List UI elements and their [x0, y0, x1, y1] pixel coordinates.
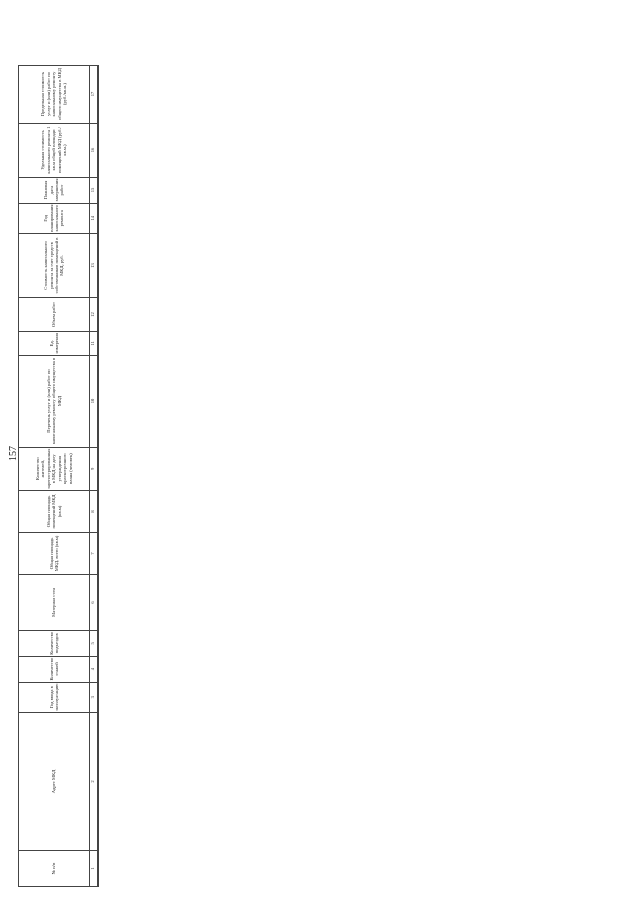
- column-number: 1: [90, 851, 98, 887]
- column-number: 16: [90, 123, 98, 177]
- column-number: 4: [90, 656, 98, 682]
- cell-works: [98, 355, 99, 447]
- cell-entrances: [98, 630, 99, 656]
- cell-area-rooms: [98, 490, 99, 532]
- cell-num: [98, 851, 99, 887]
- column-header: Адрес МКД: [19, 713, 90, 851]
- header-row: [19, 65, 90, 886]
- column-number: 12: [90, 298, 98, 332]
- column-header: Год планирования капитального ремонта: [19, 203, 90, 233]
- column-header: Объем работ: [19, 298, 90, 332]
- column-header: Плановая дата завершения работ: [19, 177, 90, 203]
- column-number: 5: [90, 630, 98, 656]
- cell-year: [98, 682, 99, 712]
- column-number: 17: [90, 65, 98, 123]
- column-header: Материал стен: [19, 574, 90, 630]
- column-number: 6: [90, 574, 98, 630]
- column-number: 15: [90, 177, 98, 203]
- cell-end-years: [98, 177, 99, 203]
- column-header: Количество этажей: [19, 656, 90, 682]
- cell-plan-years: [98, 203, 99, 233]
- cell-unit-cost: [98, 123, 99, 177]
- page-number: 157: [8, 446, 19, 461]
- building-row: [98, 65, 99, 886]
- column-header: Количество подъездов: [19, 630, 90, 656]
- column-header: Общая площадь МКД, всего (кв.м): [19, 532, 90, 574]
- column-numbers-row: [90, 65, 98, 886]
- repair-plan-table: [18, 65, 99, 887]
- column-header: Ед. измерения: [19, 332, 90, 356]
- column-number: 14: [90, 203, 98, 233]
- cell-walls: [98, 574, 99, 630]
- cell-volumes: [98, 298, 99, 332]
- column-number: 11: [90, 332, 98, 356]
- cell-address: [98, 713, 99, 851]
- cell-limits: [98, 65, 99, 123]
- column-number: 3: [90, 682, 98, 712]
- column-number: 7: [90, 532, 98, 574]
- column-header: Удельная стоимость капитального ремонта 1 кв.м общей площади помещений МКД (руб./кв.м.): [19, 123, 90, 177]
- column-number: 2: [90, 713, 98, 851]
- cell-units: [98, 332, 99, 356]
- column-header: № п/п: [19, 851, 90, 887]
- column-header: Год ввода в эксплуатацию: [19, 682, 90, 712]
- cell-costs: [98, 234, 99, 298]
- column-number: 10: [90, 355, 98, 447]
- cell-area-total: [98, 532, 99, 574]
- column-header: Перечень услуг и (или) работ по капитальному ремонту общего имущества в МКД: [19, 355, 90, 447]
- column-number: 9: [90, 447, 98, 490]
- column-number: 13: [90, 234, 98, 298]
- cell-residents: [98, 447, 99, 490]
- column-header: Количество жителей, зарегистрированных в МКД на дату утверждения краткосрочного плана (человек): [19, 447, 90, 490]
- column-header: Предельная стоимость услуг и (или) работ по капитальному ремонту общего имущества в МКД (руб./кв.м.): [19, 65, 90, 123]
- column-number: 8: [90, 490, 98, 532]
- column-header: Стоимость капитального ремонта за счет средств собственников помещений в МКД, руб.: [19, 234, 90, 298]
- column-header: Общая площадь помещений МКД (кв.м): [19, 490, 90, 532]
- cell-floors: [98, 656, 99, 682]
